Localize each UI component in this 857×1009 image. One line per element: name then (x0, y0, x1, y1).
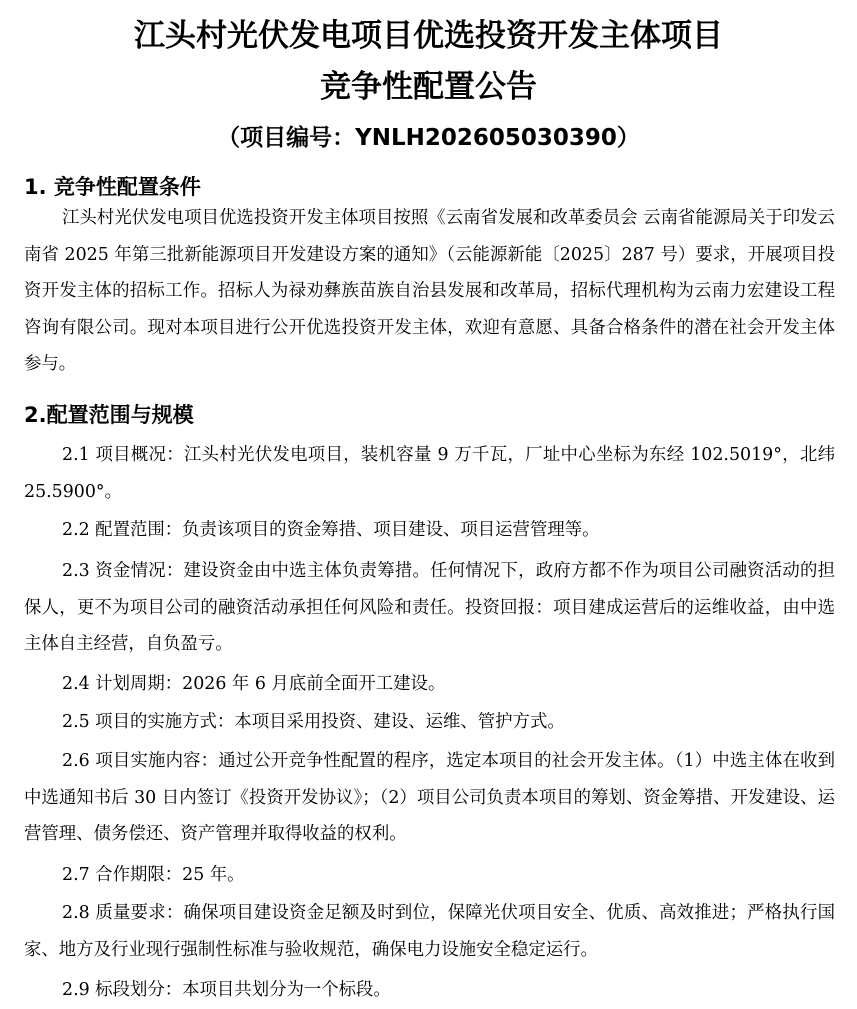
item-2-6-implementation-content: 2.6 项目实施内容：通过公开竞争性配置的程序，选定本项目的社会开发主体。（1）中选主体在收到中选通知书后 30 日内签订《投资开发协议》；（2）项目公司负责本项目的筹划、资金筹措、开发建设、运营管理、债务偿还、资产管理并取得收益的权利。 (24, 751, 835, 845)
item-2-5-implementation-method: 2.5 项目的实施方式：本项目采用投资、建设、运维、管护方式。 (62, 712, 565, 732)
item-2-8-quality-requirements: 2.8 质量要求：确保项目建设资金足额及时到位，保障光伏项目安全、优质、高效推进；严格执行国家、地方及行业现行强制性标准与验收规范，确保电力设施安全稳定运行。 (24, 903, 835, 960)
section1-paragraph: 江头村光伏发电项目优选投资开发主体项目按照《云南省发展和改革委员会 云南省能源局关于印发云南省 2025 年第三批新能源项目开发建设方案的通知》（云能源新能〔2025〕287 号）要求，开展项目投资开发主体的招标工作。招标人为禄劝彝族苗族自治县发展和改革局，招标代理机构为云南力宏建设工程咨询有限公司。现对本项目进行公开优选投资开发主体，欢迎有意愿、具备合格条件的潜在社会开发主体参与。 (24, 208, 835, 375)
item-2-1-overview: 2.1 项目概况：江头村光伏发电项目，装机容量 9 万千瓦，厂址中心坐标为东经 102.5019°，北纬 25.5900°。 (24, 445, 835, 502)
section-heading-1: 1. 竞争性配置条件 (24, 175, 201, 199)
item-2-7-cooperation-period: 2.7 合作期限：25 年。 (62, 865, 245, 885)
item-2-9-lot-division: 2.9 标段划分：本项目共划分为一个标段。 (62, 980, 391, 1000)
item-2-4-schedule: 2.4 计划周期：2026 年 6 月底前全面开工建设。 (62, 674, 446, 694)
item-2-2-scope: 2.2 配置范围：负责该项目的资金筹措、项目建设、项目运营管理等。 (62, 520, 600, 540)
section-heading-2: 2.配置范围与规模 (24, 403, 194, 427)
document-title-line1: 江头村光伏发电项目优选投资开发主体项目 (134, 18, 723, 54)
document-title-line2: 竞争性配置公告 (320, 69, 537, 105)
project-number: （项目编号：YNLH202605030390） (217, 125, 640, 151)
item-2-3-funding: 2.3 资金情况：建设资金由中选主体负责筹措。任何情况下，政府方都不作为项目公司融资活动的担保人，更不为项目公司的融资活动承担任何风险和责任。投资回报：项目建成运营后的运维收益，由中选主体自主经营，自负盈亏。 (24, 561, 835, 655)
